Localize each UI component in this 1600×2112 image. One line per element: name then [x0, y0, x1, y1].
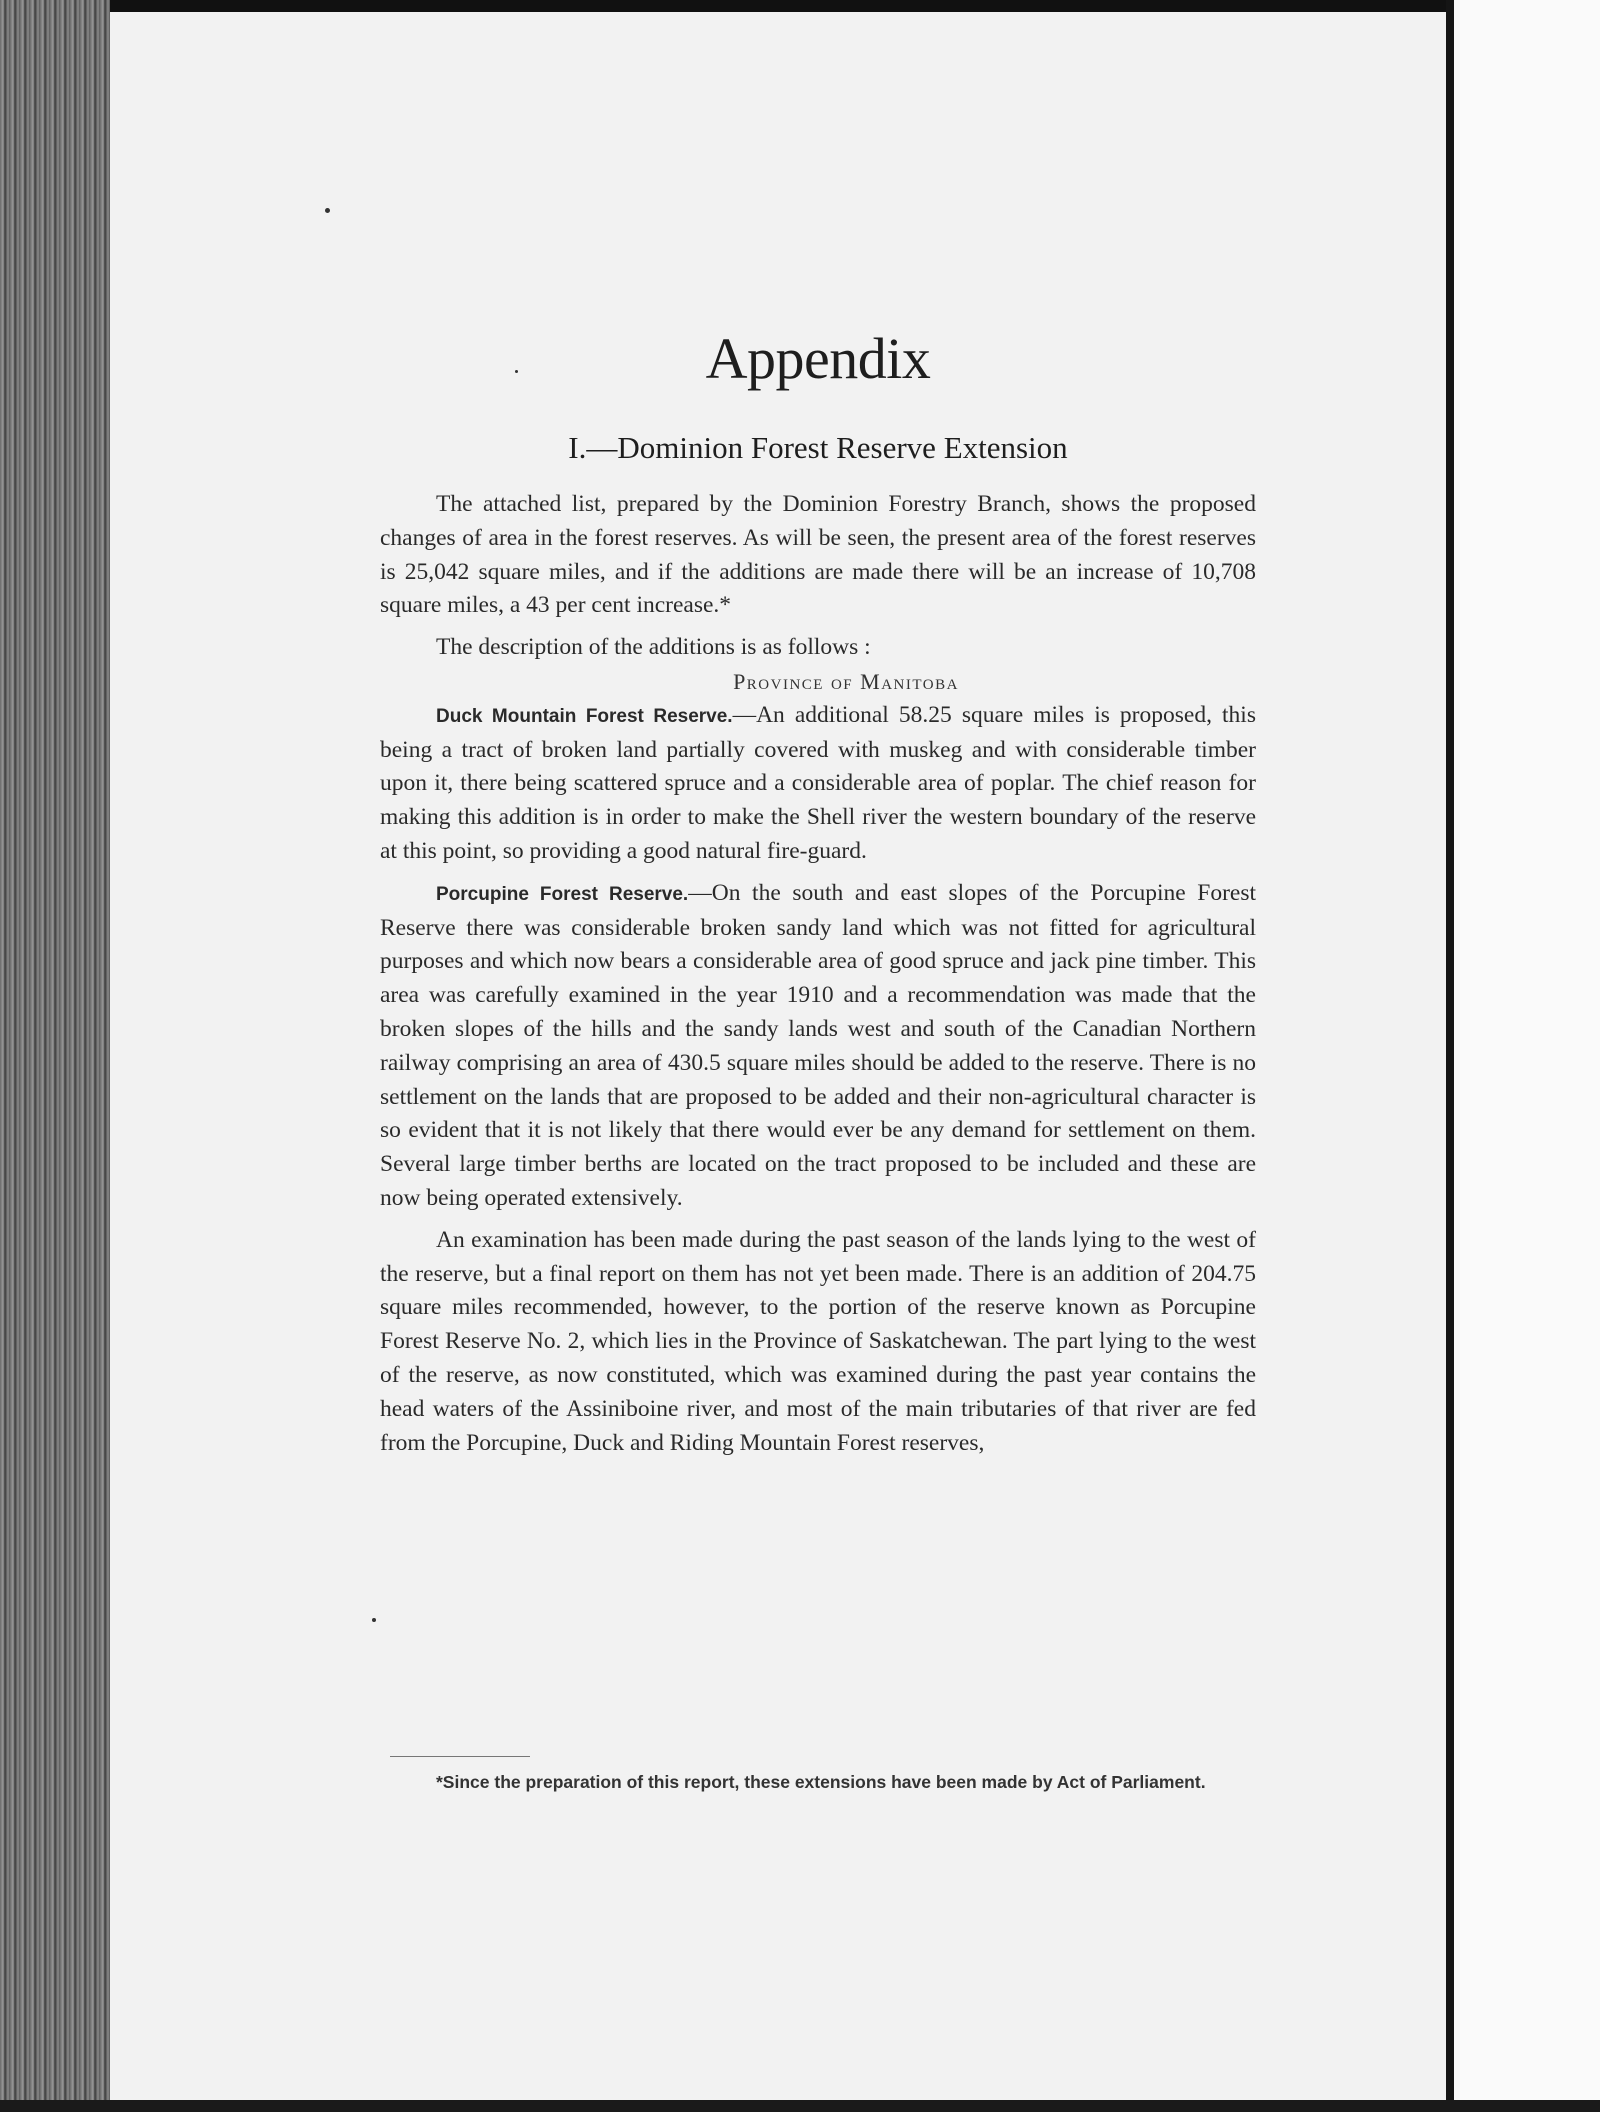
- intro-paragraph: The description of the additions is as follows :: [436, 634, 871, 661]
- book-gutter: [1446, 0, 1454, 2112]
- page-title: Appendix: [705, 326, 931, 391]
- porcupine-label: Porcupine Forest Reserve.: [436, 883, 689, 905]
- body-text: [380, 488, 1256, 1460]
- duck-mountain-text: —An additional 58.25 square miles is proposed, this being a tract of broken land partially covered with muskeg and with considerable timber upon it, there being scattered spruce and a considerable area of poplar. The chief reason for making this addition is in order to make the Shell river the western boundary of the reserve at this point, so providing a good natural fire-guard.: [380, 701, 1256, 864]
- scan-bottom-edge: [0, 2100, 1600, 2112]
- book-page-edges: [0, 0, 110, 2112]
- footnote-text: *Since the preparation of this report, these extensions have been made by Act of Parliament.: [436, 1772, 1206, 1792]
- porcupine-paragraph: [380, 877, 1256, 1216]
- porcupine-text: —On the south and east slopes of the Porcupine Forest Reserve there was considerable broken sandy land which was not fitted for agricultural purposes and which now bears a considerable area of good spruce and jack pine timber. This area was carefully examined in the year 1910 and a recommendation was made that the broken slopes of the hills and the sandy lands west and south of the Canadian Northern railway comprising an area of 430.5 square miles should be added to the reserve. There is no settlement on the lands that are proposed to be added and their non-agricultural character is so evident that it is not likely that there would ever be any demand for settlement on them. Several large timber berths are located on the tract proposed to be included and these are now being operated extensively.: [380, 879, 1257, 1211]
- duck-mountain-paragraph: [380, 699, 1256, 869]
- scan-top-edge: [0, 0, 1600, 12]
- section-heading: I.—Dominion Forest Reserve Extension: [568, 430, 1068, 465]
- document-page: [110, 12, 1446, 2100]
- province-heading: Province of Manitoba: [733, 668, 959, 694]
- facing-page-margin: [1446, 0, 1600, 2112]
- footnote: [380, 1772, 1256, 1793]
- duck-mountain-label: Duck Mountain Forest Reserve.: [436, 705, 733, 727]
- ink-speck: [325, 208, 330, 213]
- examination-paragraph: An examination has been made during the past season of the lands lying to the west of the reserve, but a final report on them has not yet been made. There is an addition of 204.75 square miles recommended, however, to the portion of the reserve known as Porcupine Forest Reserve No. 2, which lies in the Province of Saskatchewan. The part lying to the west of the reserve, as now constituted, which was examined during the past year contains the head waters of the Assiniboine river, and most of the main tributaries of that river are fed from the Porcupine, Duck and Riding Mountain Forest reserves,: [380, 1226, 1256, 1456]
- footnote-rule: [390, 1756, 530, 1757]
- intro-paragraph: The attached list, prepared by the Dominion Forestry Branch, shows the proposed changes of area in the forest reserves. As will be seen, the present area of the forest reserves is 25,042 square miles, and if the additions are made there will be an increase of 10,708 square miles, a 43 per cent increase.*: [380, 491, 1256, 619]
- ink-speck: [372, 1618, 376, 1622]
